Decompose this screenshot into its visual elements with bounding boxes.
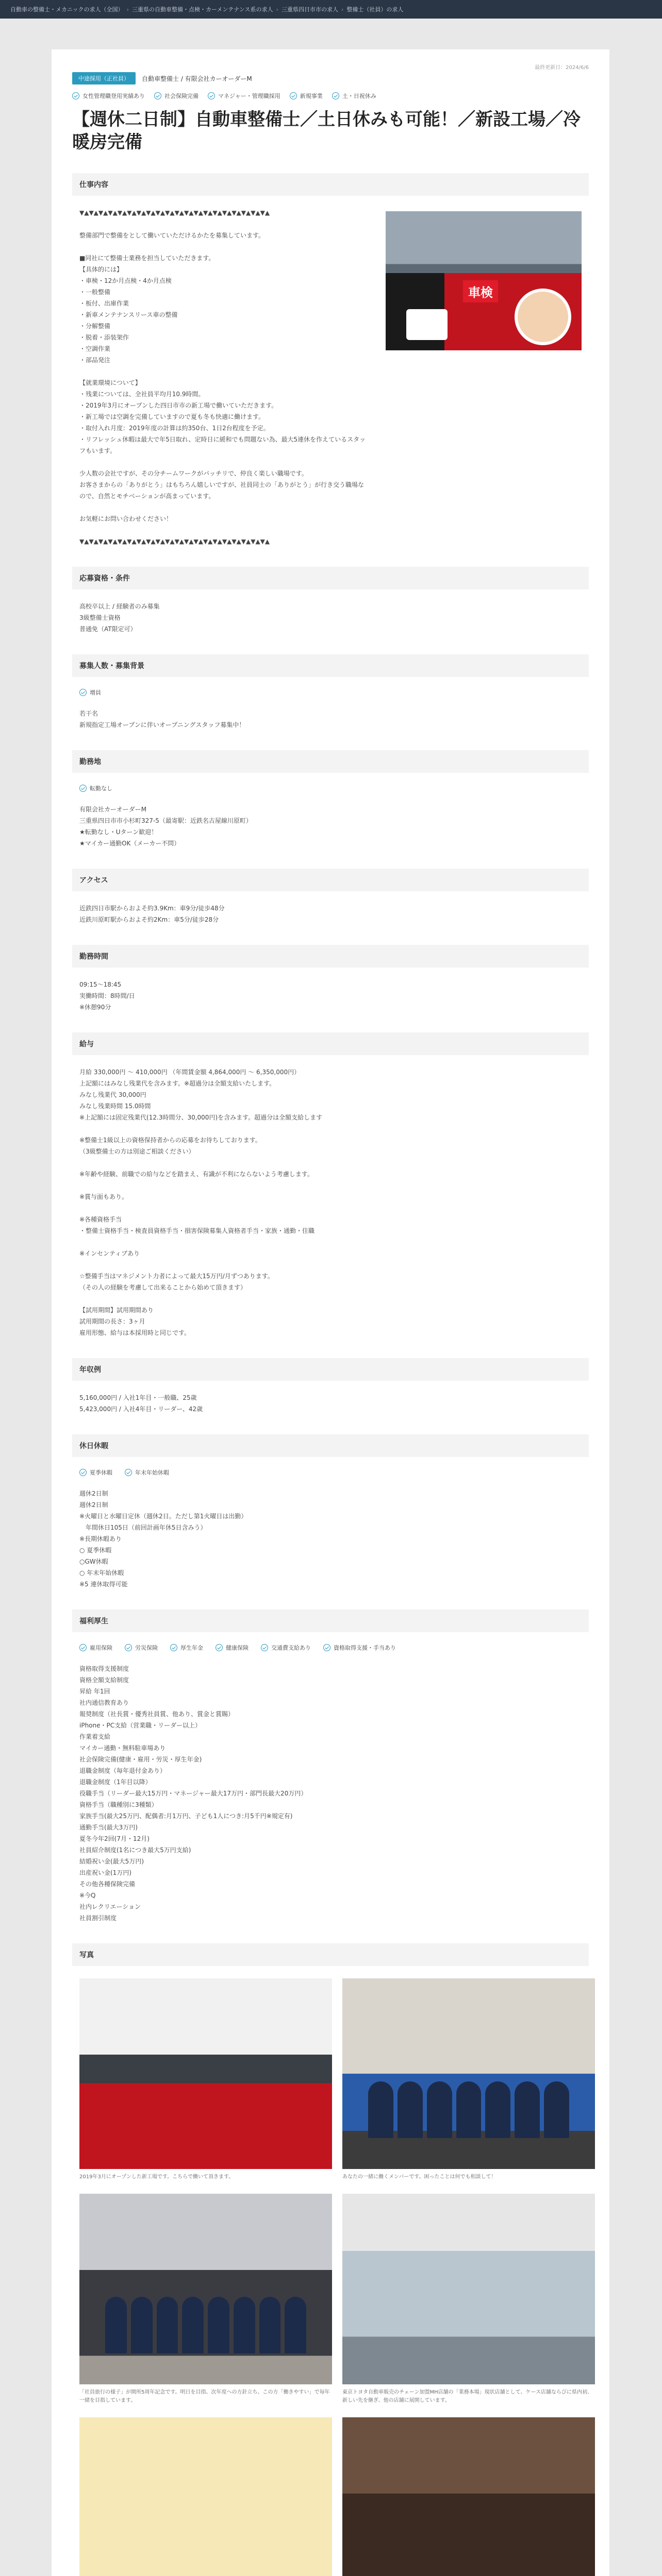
group-photo [79,2194,332,2384]
check-icon [170,1644,177,1651]
employment-badge: 中途採用（正社員） [72,72,136,84]
tag-item: 交通費支給あり [261,1643,311,1652]
tag-item: 健康保険 [216,1643,249,1652]
feature-item: 女性管理職登用実績あり [72,92,145,100]
party-photo [342,2417,595,2576]
shop-sign-label: 車検 [463,280,498,302]
section-heading-requirements: 応募資格・条件 [72,567,589,589]
workshop-photo [79,1978,332,2169]
tag-item: 雇用保険 [79,1643,112,1652]
award-photo [342,2194,595,2384]
breadcrumb-item: 整備士（社員）の求人 [346,6,404,13]
tag-item: 資格取得支援・手当あり [323,1643,396,1652]
check-icon [79,1469,87,1476]
check-icon [261,1644,268,1651]
updated-date: 最終更新日：2024/6/6 [535,65,589,71]
check-icon [79,689,87,696]
shop-photo [386,211,582,350]
thank-you-cards-photo [79,2417,332,2576]
section-heading-job-description: 仕事内容 [72,173,589,196]
salary-text: 月給 330,000円 〜 410,000円 （年間賃金額 4,864,000円 〜 6,350,000円） 上記額にはみなし残業代を含みます。※超過分は全額支給いたします。 みなし残業代 30,000円 みなし残業時間 15.0時間 ※上記額には固定残業代(12.3時間分、30,000円)を含みます。超過分は全額支給します ※整備士1級以上の資格保持者からの応募をお待ちしております。 （3級整備士の方は別途ご相談ください） ※年齢や経験、前職での給与などを踏まえ、有識が不利にならないよう考慮します。 ※賞与面もあり。 ※各種資格手当 ・整備士資格手当・検査員資格手当・損害保険募集人資格者手当・家族・通勤・住職 ※インセンティブあり ☆整備手当はマネジメント力者によって最大15万円/月ずつあります。 （その人の経験を考慮して出来ることから始めて頂きます） 【試用期間】試用期間あり 試用期間の長さ：3ヶ月 雇用形態、給与は本採用時と同じです。 [79,1069,323,1336]
check-icon [125,1469,132,1476]
photo-caption: 「社員旅行の様子」が開所5周年記念です。明日を目指、次年度への方針立ち、この方「働きやすい」で毎年一緒を目指しています。 [79,2389,330,2403]
feature-item: 土・日祝休み [332,92,376,100]
job-description-text: ▼▲▼▲▼▲▼▲▼▲▼▲▼▲▼▲▼▲▼▲▼▲▼▲▼▲▼▲▼▲▼▲▼▲▼▲▼▲▼▲ 整備部門で整備をとして働いていただけるかたを募集しています。 ■同社にて整備士業務を担当していただきます。 【具体的には】 ・車検・12か月点検・4か月点検 ・一般整備 ・板付、出庫作業 ・新車メンテナンスリース車の整備 ・分解整備 ・脱着・添装架作 ・空調作業 ・部品発注 【就業環境について】 ・残業については、全社員平均月10.9時間。 ・2019年3月にオープンした四日市市の新工場で働いていただきます。 ・新工場では空調を完備していますので夏も冬も快適に働けます。 ・取付入れ月度：2019年度の計算は約350台、1日2台程度を予定。 ・リフレッシュ休暇は最大で年5日取れ、定時日に緩和でも問題ない為、最大5連休を作えているスタッフもいます。 少人数の会社ですが、その分チームワークがバッチリで、仲良く楽しい職場です。 お客さまからの「ありがとう」はもちろん嬉しいですが、社員同士の「ありがとう」が行き交う職場なので、自然とモチベーションが高まっています。 お気軽にお問い合わせください！ ▼▲▼▲▼▲▼▲▼▲▼▲▼▲▼▲▼▲▼▲▼▲▼▲▼▲▼▲▼▲▼▲▼▲▼▲▼▲▼▲ [79,209,366,545]
income-examples-text: 5,160,000円 / 入社1年目・一般職、25歳 5,423,000円 / 入社4年目・リーダー、42歳 [79,1394,203,1413]
breadcrumb-item[interactable]: 自動車の整備士・メカニックの求人（全国） [10,6,124,13]
check-icon [332,92,339,99]
breadcrumb: 自動車の整備士・メカニックの求人（全国） › 三重県の自動車整備・点検・カーメンテナンス系の求人 › 三重県四日市市の求人 › 整備士（社員）の求人 [0,0,662,19]
breadcrumb-item[interactable]: 三重県の自動車整備・点検・カーメンテナンス系の求人 [131,6,273,13]
photo-item[interactable] [79,2194,332,2405]
access-text: 近鉄四日市駅からおよそ約3.9Km：車9分/徒歩48分 近鉄川原町駅からおよそ約2Km：車5分/徒歩28分 [79,905,225,923]
check-icon [154,92,161,99]
feature-item: マネジャー・管理職採用 [208,92,280,100]
requirements-text: 高校卒以上 / 経験者のみ募集 3級整備士資格 普通免（AT限定可） [79,603,160,633]
section-heading-holidays: 休日休暇 [72,1434,589,1457]
check-icon [323,1644,330,1651]
recruitment-text: 若干名 新規指定工場オープンに伴いオープニングスタッフ募集中！ [79,710,245,728]
check-icon [125,1644,132,1651]
section-heading-location: 勤務地 [72,750,589,773]
check-icon [72,92,79,99]
photo-item[interactable] [342,2194,595,2405]
photo-caption: あなたの一緒に働くメンバーです。困ったことは何でも相談して！ [342,2174,496,2180]
breadcrumb-item[interactable]: 三重県四日市市の求人 [281,6,338,13]
job-card [52,49,609,2576]
tag-item: 転勤なし [79,784,112,792]
tag-item: 増員 [79,688,101,697]
photo-gallery [72,1966,592,2576]
tag-item: 年末年始休暇 [125,1468,169,1477]
section-heading-photos: 写真 [72,1943,589,1966]
section-heading-recruitment: 募集人数・募集背景 [72,654,589,677]
section-heading-benefits: 福利厚生 [72,1609,589,1632]
feature-item: 社会保険完備 [154,92,198,100]
photo-caption: 東京トヨタ自動車販売のチェーン加盟MH店舗の「業務本場」現状店舗として、ケース店舗ならびに県内初、新しい先を継ぎ、他の店舗に展開しています。 [342,2389,592,2403]
photo-caption: 2019年3月にオープンした新工場です。こちらで働いて頂きます。 [79,2174,234,2180]
company-label[interactable]: 自動車整備士 / 有限会社カーオーダーM [142,75,252,82]
photo-item[interactable] [79,2417,332,2576]
tag-item: 厚生年金 [170,1643,203,1652]
check-icon [216,1644,223,1651]
feature-list [72,92,589,100]
tag-item: 労災保険 [125,1643,158,1652]
benefits-text: 資格取得支援制度 資格全額支給制度 昇給 年1回 社内通信教育あり 報奨制度（社長賞・優秀社員賞、他あり、賞金と賞賜） iPhone・PC支給（営業職・リーダー以上） 作業着支給 マイカー通勤・無料駐車場あり 社会保険完備(健康・雇用・労災・厚生年金) 退職金制度（毎年退付金あり） 退職金制度（1年目以降） 役職手当（リーダー最大15万円・マネージャー最大17万円・部門長最大20万円） 資格手当（職種別に3種類） 家族手当(最大25万円、配偶者:月1万円、子ども1人につき:月5千円※規定有) 通勤手当(最大3万円) 夏冬今年2回(7月・12月) 社員紹介制度(1名につき最大5万円支給) 結婚祝い金(最大5万円) 出産祝い金(1万円) その他各種保険完備 ※今Q 社内レクリエーション 社員割引制度 [79,1665,307,1922]
section-heading-access: アクセス [72,869,589,891]
mascot-illustration [515,289,571,345]
section-heading-hours: 勤務時間 [72,945,589,968]
section-heading-salary: 給与 [72,1032,589,1055]
photo-item[interactable] [342,2417,595,2576]
hours-text: 09:15〜18:45 実働時間：8時間/日 ※休憩90分 [79,981,135,1011]
check-icon [290,92,297,99]
photo-item[interactable] [79,1978,332,2181]
section-heading-income-examples: 年収例 [72,1358,589,1381]
holidays-text: 週休2日制 週休2日制 ※火曜日と水曜日定休（週休2日。ただし第1火曜日は出勤） 年間休日105日（前回計画年休5日含みう） ※長期休暇あり ○ 夏季休暇 ○GW休暇 ○ 年末年始休暇 ※5 連休取得可能 [79,1490,247,1588]
staff-photo [342,1978,595,2169]
page-title: 【週休二日制】自動車整備士／土日休みも可能！／新設工場／冷暖房完備 [72,110,581,152]
tag-item: 夏季休暇 [79,1468,112,1477]
check-icon [79,785,87,792]
feature-item: 新規事業 [290,92,323,100]
photo-item[interactable] [342,1978,595,2181]
check-icon [79,1644,87,1651]
location-text: 有限会社カーオーダーM 三重県四日市市小杉町327-5（最寄駅：近鉄名古屋線川原町） ★転勤なし・Uターン歓迎！ ★マイカー通勤OK（メーカー不問） [79,806,252,847]
check-icon [208,92,215,99]
